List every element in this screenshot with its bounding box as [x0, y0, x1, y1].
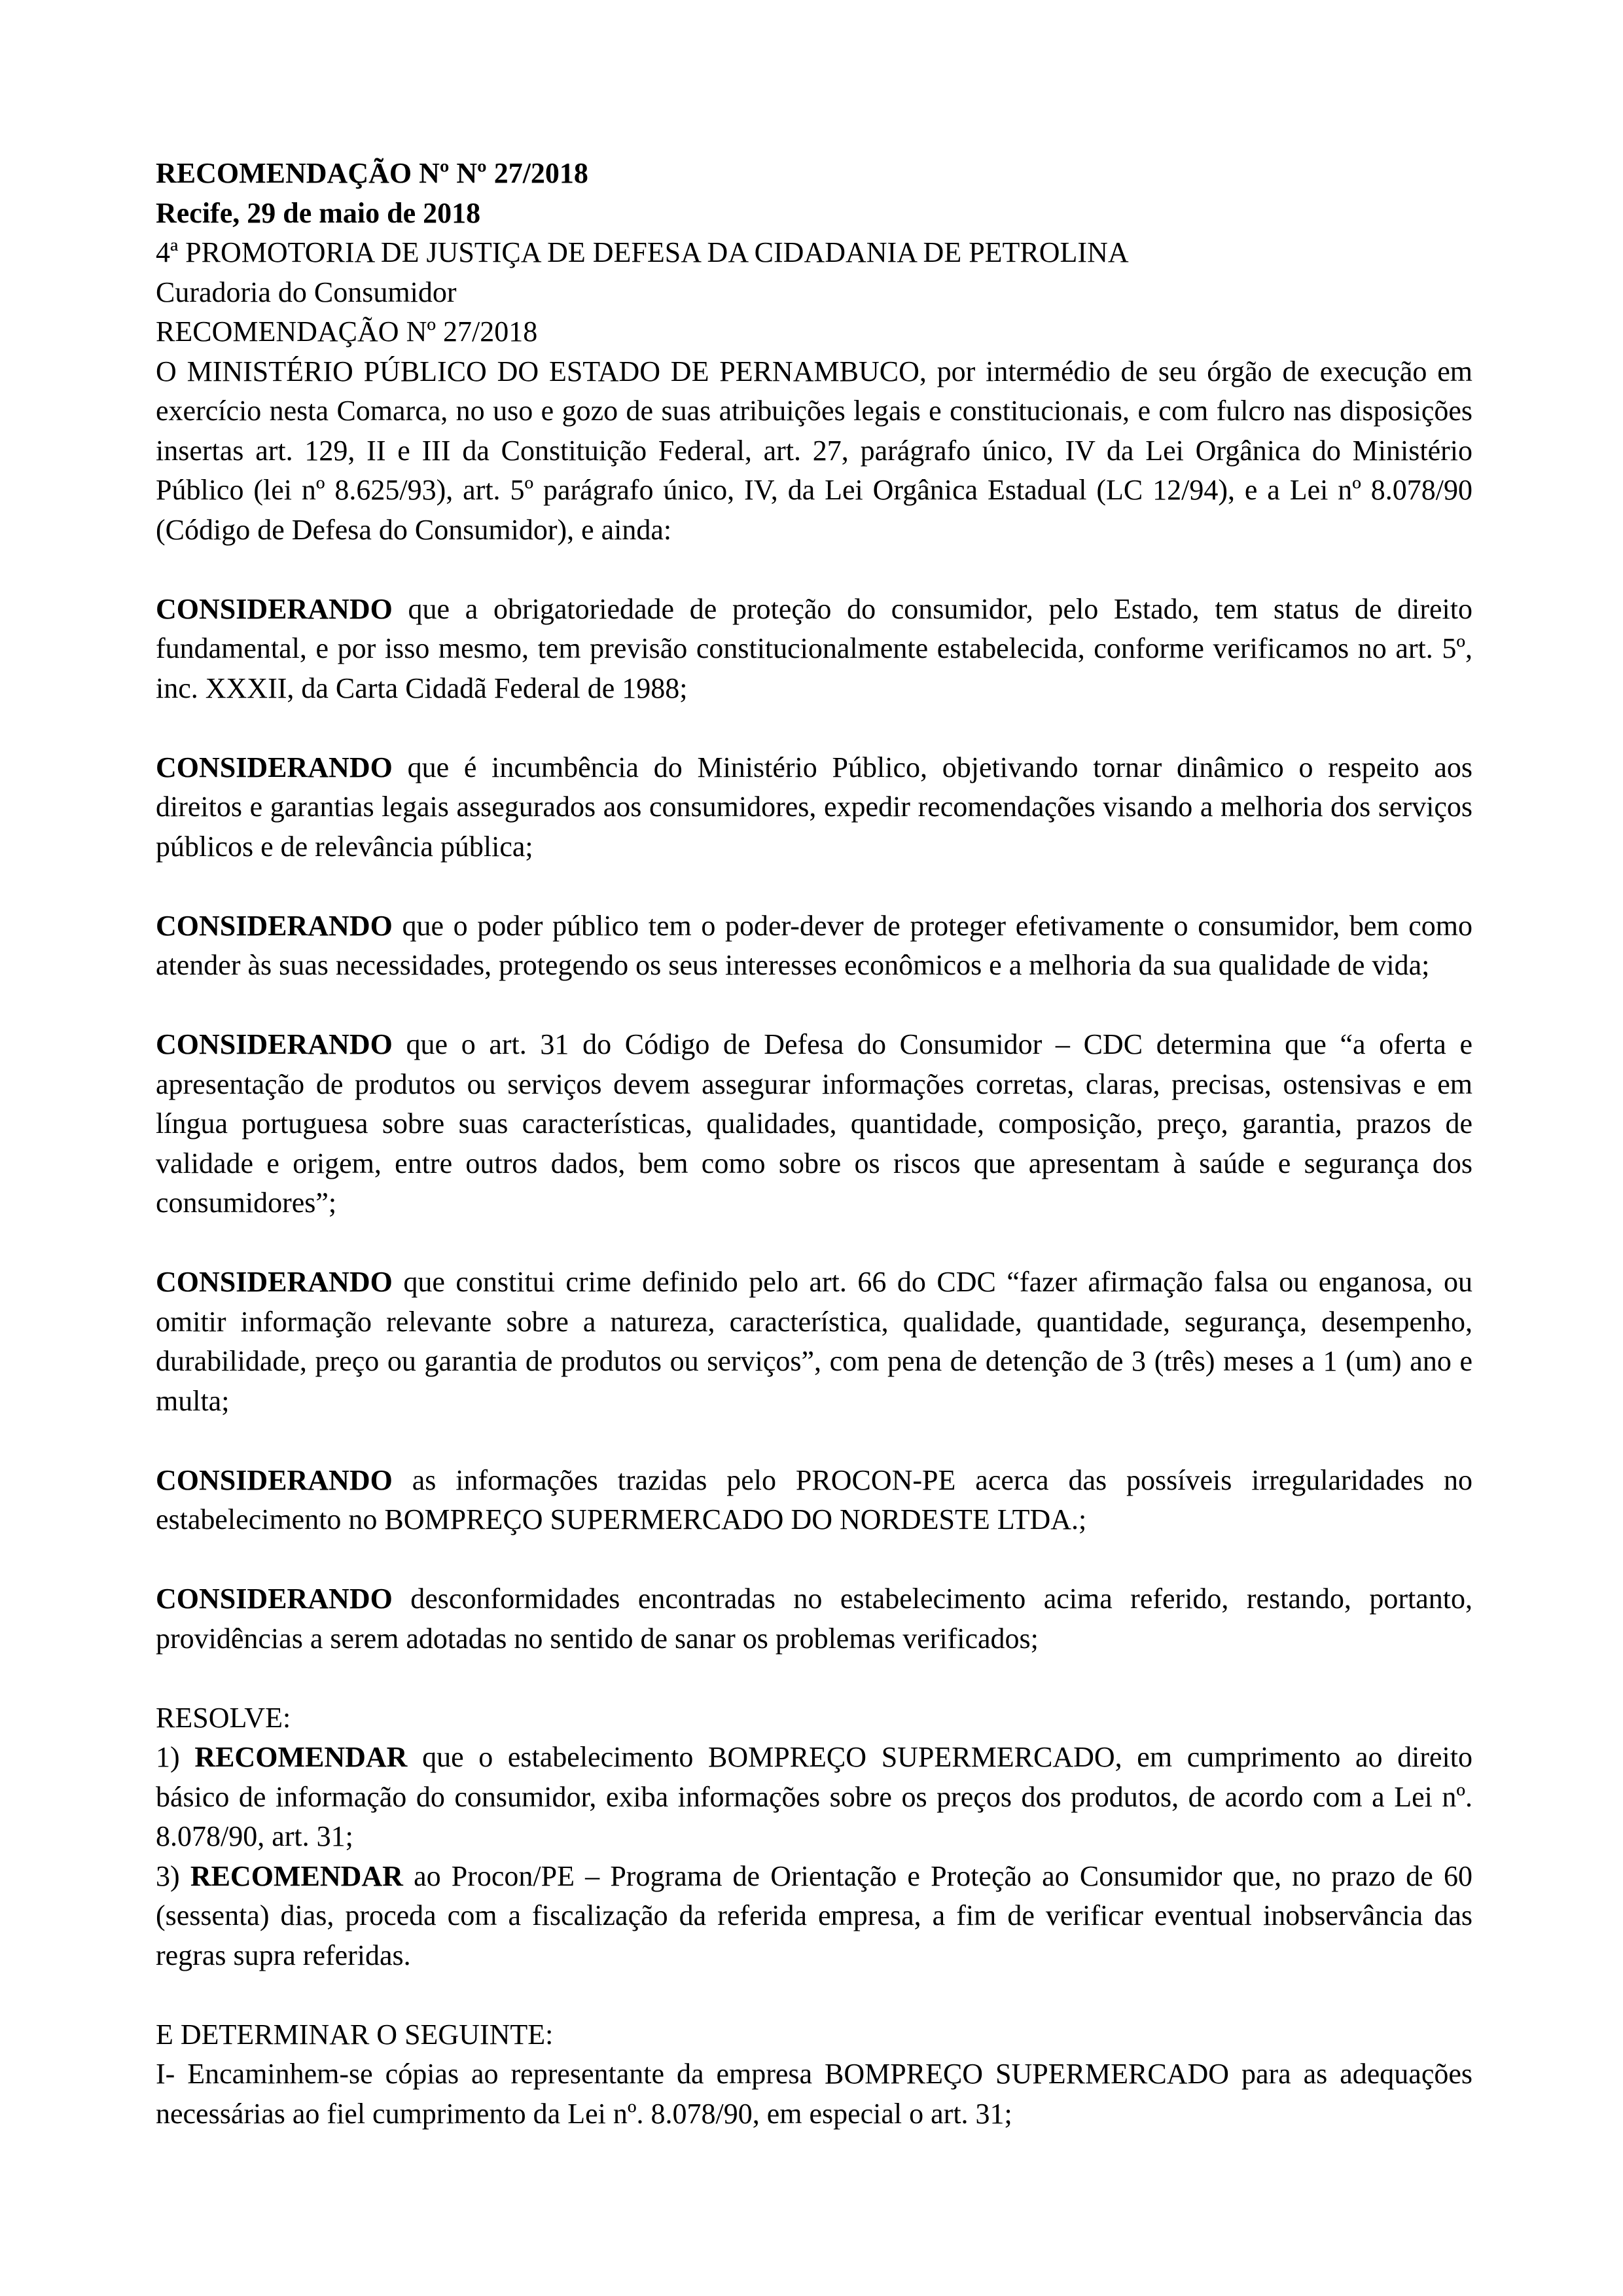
- determinar-item: I- Encaminhem-se cópias ao representante da empresa BOMPREÇO SUPERMERCADO para as adequações necessárias ao fiel cumprimento da Lei nº. 8.078/90, em especial o art. 31;: [156, 2058, 1472, 2130]
- document-page: [156, 154, 1472, 2134]
- considerando-text: as informações trazidas pelo PROCON-PE acerca das possíveis irregularidades no estabelecimento no BOMPREÇO SUPERMERCADO DO NORDESTE LTDA.;: [156, 1463, 1472, 1535]
- document-title: RECOMENDAÇÃO Nº Nº 27/2018: [156, 157, 588, 189]
- resolve-item-number: 3): [156, 1859, 190, 1892]
- department-name: Curadoria do Consumidor: [156, 276, 457, 308]
- resolve-item-text: que o estabelecimento BOMPREÇO SUPERMERCADO, em cumprimento ao direito básico de informação do consumidor, exiba informações sobre os preços dos produtos, de acordo com a Lei nº. 8.078/90, art. 31;: [156, 1741, 1472, 1852]
- considerando-label: CONSIDERANDO: [156, 592, 393, 625]
- considerando-paragraph: [156, 1263, 1472, 1421]
- resolve-item-label: RECOMENDAR: [194, 1741, 408, 1773]
- considerando-label: CONSIDERANDO: [156, 1028, 393, 1060]
- considerando-paragraph: [156, 1461, 1472, 1540]
- considerando-text: desconformidades encontradas no estabelecimento acima referido, restando, portanto, providências a serem adotadas no sentido de sanar os problemas verificados;: [156, 1583, 1472, 1655]
- considerando-paragraph: [156, 748, 1472, 867]
- considerando-text: que o art. 31 do Código de Defesa do Consumidor – CDC determina que “a oferta e apresentação de produtos ou serviços devem assegurar informações corretas, claras, precisas, ostensivas e em língua portuguesa sobre suas características, qualidades, quantidade, composição, preço, garantia, prazos de validade e origem, entre outros dados, bem como sobre os riscos que apresentam à saúde e segurança dos consumidores”;: [156, 1028, 1472, 1219]
- document-date: Recife, 29 de maio de 2018: [156, 196, 481, 229]
- determinar-heading: E DETERMINAR O SEGUINTE:: [156, 2018, 554, 2051]
- resolve-item: [156, 1857, 1472, 1976]
- office-name: 4ª PROMOTORIA DE JUSTIÇA DE DEFESA DA CIDADANIA DE PETROLINA: [156, 236, 1129, 268]
- resolve-item-number: 1): [156, 1741, 195, 1773]
- resolve-item-label: RECOMENDAR: [190, 1859, 403, 1892]
- considerando-paragraph: [156, 1579, 1472, 1659]
- considerando-text: que o poder público tem o poder-dever de proteger efetivamente o consumidor, bem como atender às suas necessidades, protegendo os seus interesses econômicos e a melhoria da sua qualidade de vida;: [156, 909, 1472, 981]
- considerando-label: CONSIDERANDO: [156, 1583, 393, 1615]
- considerando-label: CONSIDERANDO: [156, 751, 393, 783]
- document-subtitle: RECOMENDAÇÃO Nº 27/2018: [156, 315, 538, 348]
- resolve-item-text: ao Procon/PE – Programa de Orientação e Proteção ao Consumidor que, no prazo de 60 (sessenta) dias, proceda com a fiscalização da referida empresa, a fim de verificar eventual inobservância das regras supra referidas.: [156, 1859, 1472, 1971]
- considerando-paragraph: [156, 906, 1472, 986]
- intro-paragraph: O MINISTÉRIO PÚBLICO DO ESTADO DE PERNAMBUCO, por intermédio de seu órgão de execução em exercício nesta Comarca, no uso e gozo de suas atribuições legais e constitucionais, e com fulcro nas disposições insertas art. 129, II e III da Constituição Federal, art. 27, parágrafo único, IV da Lei Orgânica do Ministério Público (lei nº 8.625/93), art. 5º parágrafo único, IV, da Lei Orgânica Estadual (LC 12/94), e a Lei nº 8.078/90 (Código de Defesa do Consumidor), e ainda:: [156, 355, 1472, 546]
- considerando-label: CONSIDERANDO: [156, 909, 393, 942]
- considerando-paragraph: [156, 1025, 1472, 1223]
- resolve-item: [156, 1738, 1472, 1857]
- considerando-label: CONSIDERANDO: [156, 1266, 393, 1298]
- considerando-text: que constitui crime definido pelo art. 66 do CDC “fazer afirmação falsa ou enganosa, ou omitir informação relevante sobre a natureza, característica, qualidade, quantidade, segurança, desempenho, durabilidade, preço ou garantia de produtos ou serviços”, com pena de detenção de 3 (três) meses a 1 (um) ano e multa;: [156, 1266, 1472, 1417]
- considerando-text: que é incumbência do Ministério Público, objetivando tornar dinâmico o respeito aos direitos e garantias legais assegurados aos consumidores, expedir recomendações visando a melhoria dos serviços públicos e de relevância pública;: [156, 751, 1472, 863]
- considerando-text: que a obrigatoriedade de proteção do consumidor, pelo Estado, tem status de direito fundamental, e por isso mesmo, tem previsão constitucionalmente estabelecida, conforme verificamos no art. 5º, inc. XXXII, da Carta Cidadã Federal de 1988;: [156, 592, 1472, 704]
- considerando-paragraph: [156, 590, 1472, 709]
- resolve-heading: RESOLVE:: [156, 1701, 291, 1734]
- considerando-label: CONSIDERANDO: [156, 1463, 393, 1496]
